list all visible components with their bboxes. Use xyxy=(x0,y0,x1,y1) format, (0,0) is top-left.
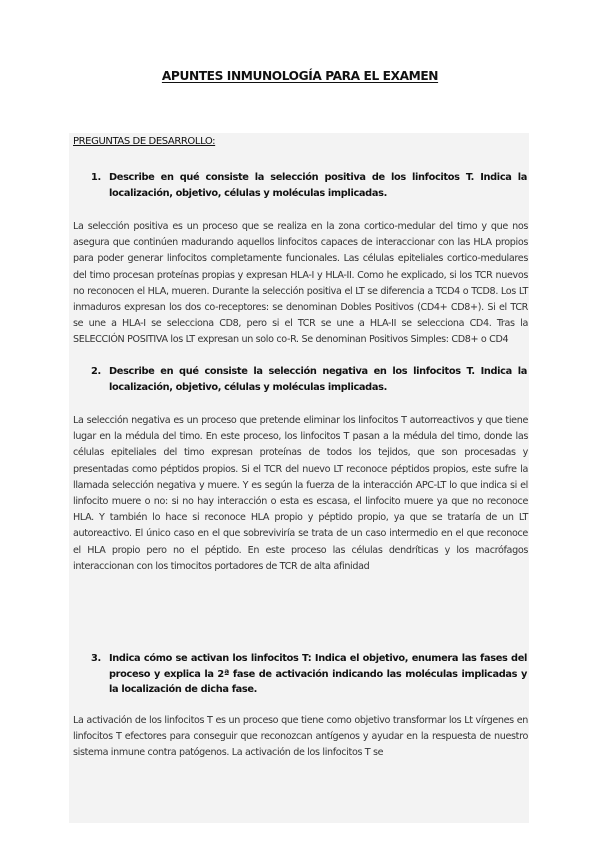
question-number: 3. xyxy=(91,653,101,664)
question-2 xyxy=(91,364,527,395)
question-text: Describe en qué consiste la selección negativa en los linfocitos T. Indica la localización, objetivo, células y moléculas implicadas. xyxy=(109,366,527,393)
question-1 xyxy=(91,170,527,201)
question-3 xyxy=(91,651,527,698)
question-number: 1. xyxy=(91,172,101,183)
answer-1: La selección positiva es un proceso que se realiza en la zona cortico-medular del timo y que nos asegura que continúen madurando aquellos linfocitos capaces de interaccionar con las HLA propios para poder generar linfocitos completamente funcionales. Las células epiteliales cortico-medulares del timo procesan proteínas propias y expresan HLA-I y HLA-II. Como he explicado, si los TCR nuevos no reconocen el HLA, mueren. Durante la selección positiva el LT se diferencia a TCD4 o TCD8. Los LT inmaduros expresan los dos co-receptores: se denominan Dobles Positivos (CD4+ CD8+). Si el TCR se une a HLA-I se selecciona CD8, pero si el TCR se une a HLA-II se selecciona CD4. Tras la SELECCIÓN POSITIVA los LT expresan un solo co-R. Se denominan Positivos Simples: CD8+ o CD4 xyxy=(73,221,528,346)
section-heading: PREGUNTAS DE DESARROLLO: xyxy=(73,136,216,147)
answer-2: La selección negativa es un proceso que pretende eliminar los linfocitos T autorreactivos y que tiene lugar en la médula del timo. En este proceso, los linfocitos T pasan a la médula del timo, donde las células epiteliales del timo expresan proteínas de todos los tejidos, que son procesadas y presentadas como péptidos propios. Si el TCR del nuevo LT reconoce péptidos propios, este sufre la llamada selección negativa y muere. Y es según la fuerza de la interacción APC-LT lo que indica si el linfocito muere o no: si no hay interacción o esta es escasa, el linfocito muere ya que no reconoce HLA. Y también lo hace si reconoce HLA propio y péptido propio, ya que se trataría de un LT autoreactivo. El único caso en el que sobreviviría se trata de un caso intermedio en el que reconoce el HLA propio pero no el péptido. En este proceso las células dendríticas y los macrófagos interaccionan con los timocitos portadores de TCR de alta afinidad xyxy=(73,415,528,572)
question-text: Describe en qué consiste la selección positiva de los linfocitos T. Indica la localización, objetivo, células y moléculas implicadas. xyxy=(109,172,527,199)
answer-3: La activación de los linfocitos T es un proceso que tiene como objetivo transformar los Lt vírgenes en linfocitos T efectores para conseguir que reconozcan antígenos y ayudar en la respuesta de nuestro sistema inmune contra patógenos. La activación de los linfocitos T se xyxy=(73,715,528,759)
question-number: 2. xyxy=(91,366,101,377)
document-title: APUNTES INMUNOLOGÍA PARA EL EXAMEN xyxy=(161,69,439,83)
question-text: Indica cómo se activan los linfocitos T: Indica el objetivo, enumera las fases del proceso y explica la 2ª fase de activación indicando las moléculas implicadas y la localización de dicha fase. xyxy=(109,653,527,695)
